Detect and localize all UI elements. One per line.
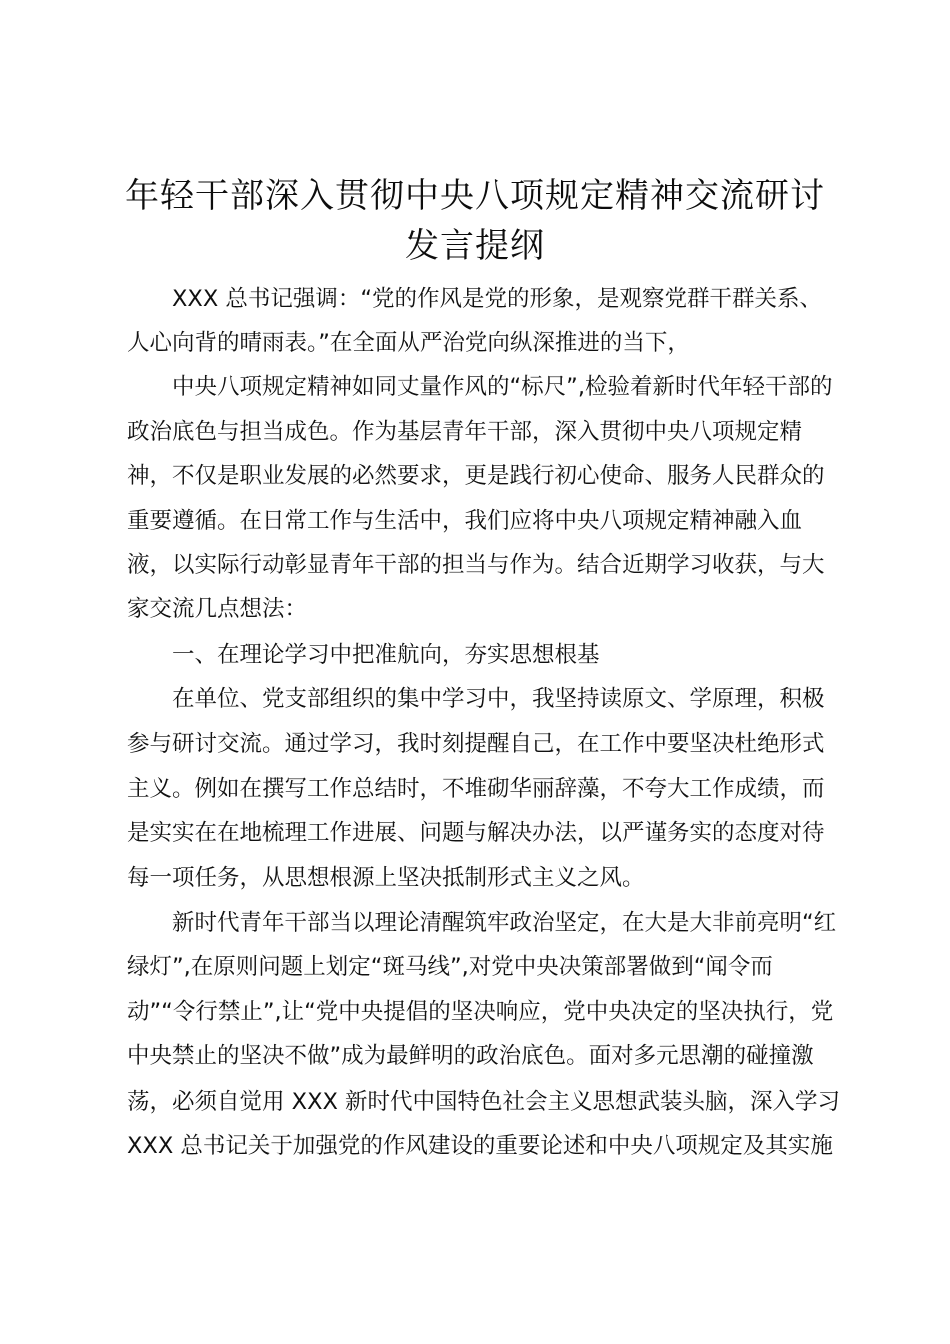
paragraph-3-line-2: 参与研讨交流。通过学习，我时刻提醒自己，在工作中要坚决杜绝形式 bbox=[127, 731, 825, 757]
document-title-line-2: 发言提纲 bbox=[405, 226, 545, 266]
paragraph-1-line-1: XXX 总书记强调：“党的作风是党的形象，是观察党群干群关系、 bbox=[172, 286, 823, 312]
paragraph-4-line-3: 动”“令行禁止”,让“党中央提倡的坚决响应，党中央决定的坚决执行，党 bbox=[127, 999, 834, 1025]
paragraph-2-line-5: 液，以实际行动彰显青年干部的担当与作为。结合近期学习收获，与大 bbox=[127, 552, 825, 578]
paragraph-1-line-2: 人心向背的晴雨表。”在全面从严治党向纵深推进的当下， bbox=[127, 330, 690, 356]
paragraph-3-line-5: 每一项任务，从思想根源上坚决抵制形式主义之风。 bbox=[127, 865, 645, 891]
paragraph-3-line-3: 主义。例如在撰写工作总结时，不堆砌华丽辞藻，不夸大工作成绩，而 bbox=[127, 776, 825, 802]
paragraph-2-line-2: 政治底色与担当成色。作为基层青年干部，深入贯彻中央八项规定精 bbox=[127, 419, 803, 445]
paragraph-2-line-4: 重要遵循。在日常工作与生活中，我们应将中央八项规定精神融入血 bbox=[127, 508, 803, 534]
section-heading-1: 一、在理论学习中把准航向，夯实思想根基 bbox=[172, 642, 600, 668]
paragraph-4-line-6: XXX 总书记关于加强党的作风建设的重要论述和中央八项规定及其实施 bbox=[127, 1133, 833, 1159]
paragraph-4-line-4: 中央禁止的坚决不做”成为最鲜明的政治底色。面对多元思潮的碰撞激 bbox=[127, 1043, 814, 1069]
paragraph-3-line-1: 在单位、党支部组织的集中学习中，我坚持读原文、学原理，积极 bbox=[172, 686, 825, 712]
paragraph-2-line-3: 神，不仅是职业发展的必然要求，更是践行初心使命、服务人民群众的 bbox=[127, 463, 825, 489]
paragraph-2-line-6: 家交流几点想法： bbox=[127, 596, 308, 622]
document-title-line-1: 年轻干部深入贯彻中央八项规定精神交流研讨 bbox=[125, 176, 825, 216]
paragraph-3-line-4: 是实实在在地梳理工作进展、问题与解决办法，以严谨务实的态度对待 bbox=[127, 820, 825, 846]
paragraph-4-line-5: 荡，必须自觉用 XXX 新时代中国特色社会主义思想武装头脑，深入学习 bbox=[127, 1089, 841, 1115]
paragraph-2-line-1: 中央八项规定精神如同丈量作风的“标尺”,检验着新时代年轻干部的 bbox=[172, 374, 833, 400]
paragraph-4-line-2: 绿灯”,在原则问题上划定“斑马线”,对党中央决策部署做到“闻令而 bbox=[127, 954, 773, 980]
paragraph-4-line-1: 新时代青年干部当以理论清醒筑牢政治坚定，在大是大非前亮明“红 bbox=[172, 910, 837, 936]
